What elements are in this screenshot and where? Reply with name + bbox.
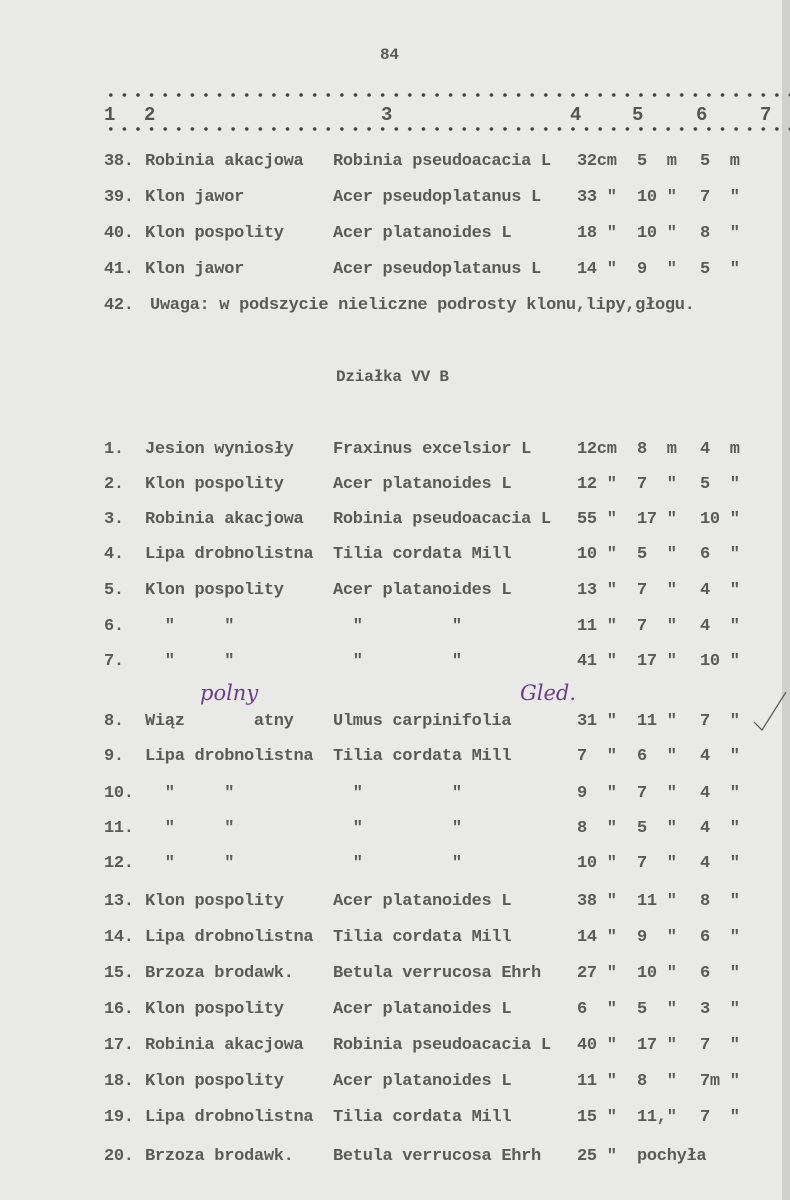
polish-name: Lipa drobnolistna xyxy=(145,1108,314,1127)
latin-name: Acer platanoides L xyxy=(333,1000,512,1019)
row-number: 39. xyxy=(104,188,134,207)
table-row xyxy=(0,1072,790,1096)
polish-name: Klon pospolity xyxy=(145,475,284,494)
diameter: 10 " xyxy=(577,854,617,873)
diameter: 13 " xyxy=(577,581,617,600)
row-number: 6. xyxy=(104,617,124,636)
row-number: 3. xyxy=(104,510,124,529)
crown-height: 8 " xyxy=(700,892,740,911)
height: 7 " xyxy=(637,854,677,873)
diameter: 32cm xyxy=(577,152,617,171)
height: 8 " xyxy=(637,1072,677,1091)
diameter: 7 " xyxy=(577,747,617,766)
latin-name: Tilia cordata Mill xyxy=(333,928,512,947)
latin-name: Tilia cordata Mill xyxy=(333,545,512,564)
polish-name: Klon pospolity xyxy=(145,1000,284,1019)
row-number: 13. xyxy=(104,892,134,911)
crown-height: 7 " xyxy=(700,1108,740,1127)
diameter: 8 " xyxy=(577,819,617,838)
column-number: 7 xyxy=(760,104,772,126)
diameter: 14 " xyxy=(577,928,617,947)
table-row xyxy=(0,152,790,176)
polish-name: Klon pospolity xyxy=(145,581,284,600)
height: 7 " xyxy=(637,475,677,494)
latin-name: Acer pseudoplatanus L xyxy=(333,260,541,279)
diameter: 18 " xyxy=(577,224,617,243)
latin-name: " " xyxy=(333,652,462,671)
diameter: 25 " xyxy=(577,1147,617,1166)
latin-name: " " xyxy=(333,819,462,838)
table-row xyxy=(0,224,790,248)
crown-height: 4 " xyxy=(700,581,740,600)
page-number: 84 xyxy=(380,46,399,64)
table-row xyxy=(0,712,790,736)
height: 11 " xyxy=(637,892,677,911)
polish-name: Lipa drobnolistna xyxy=(145,928,314,947)
latin-name: Tilia cordata Mill xyxy=(333,1108,512,1127)
height: 6 " xyxy=(637,747,677,766)
row-number: 5. xyxy=(104,581,124,600)
diameter: 11 " xyxy=(577,1072,617,1091)
diameter: 38 " xyxy=(577,892,617,911)
crown-height: 4 " xyxy=(700,784,740,803)
column-number: 5 xyxy=(632,104,644,126)
row-number: 40. xyxy=(104,224,134,243)
crown-height: 7 " xyxy=(700,1036,740,1055)
crown-height: 4 " xyxy=(700,854,740,873)
polish-name: " " xyxy=(145,854,235,873)
latin-name: Acer platanoides L xyxy=(333,1072,512,1091)
crown-height: 4 m xyxy=(700,440,740,459)
latin-name: Robinia pseudoacacia L xyxy=(333,152,551,171)
latin-name: Tilia cordata Mill xyxy=(333,747,512,766)
table-row xyxy=(0,475,790,499)
handwritten-correction-name: polny xyxy=(200,681,259,705)
diameter: 15 " xyxy=(577,1108,617,1127)
column-number: 4 xyxy=(570,104,582,126)
column-number: 1 xyxy=(104,104,116,126)
crown-height: 4 " xyxy=(700,747,740,766)
table-row xyxy=(0,652,790,676)
crown-height: 10 " xyxy=(700,510,740,529)
row-number: 19. xyxy=(104,1108,134,1127)
polish-name: Robinia akacjowa xyxy=(145,152,304,171)
crown-height: 7 " xyxy=(700,712,740,731)
table-row xyxy=(0,1036,790,1060)
height: 8 m xyxy=(637,440,677,459)
dotted-rule-top xyxy=(104,92,790,98)
height: 17 " xyxy=(637,510,677,529)
height: pochyła xyxy=(637,1147,707,1166)
handwritten-annotation-latin: Gled. xyxy=(520,681,577,705)
column-number: 6 xyxy=(696,104,708,126)
polish-name: Jesion wyniosły xyxy=(145,440,294,459)
crown-height: 5 " xyxy=(700,260,740,279)
latin-name: " " xyxy=(333,854,462,873)
height: 5 " xyxy=(637,819,677,838)
height: 5 " xyxy=(637,1000,677,1019)
row-number: 41. xyxy=(104,260,134,279)
latin-name: " " xyxy=(333,784,462,803)
latin-name: Acer platanoides L xyxy=(333,475,512,494)
height: 7 " xyxy=(637,581,677,600)
polish-name: " " xyxy=(145,617,235,636)
row-number: 42. xyxy=(104,296,134,315)
diameter: 6 " xyxy=(577,1000,617,1019)
latin-name: Acer platanoides L xyxy=(333,581,512,600)
row-number: 38. xyxy=(104,152,134,171)
polish-name: Klon pospolity xyxy=(145,224,284,243)
section-title: Działka VV B xyxy=(336,368,449,386)
latin-name: Robinia pseudoacacia L xyxy=(333,1036,551,1055)
row-number: 17. xyxy=(104,1036,134,1055)
diameter: 9 " xyxy=(577,784,617,803)
height: 11 " xyxy=(637,712,677,731)
polish-name: Robinia akacjowa xyxy=(145,510,304,529)
polish-name: Klon pospolity xyxy=(145,892,284,911)
row-number: 14. xyxy=(104,928,134,947)
polish-name: Klon pospolity xyxy=(145,1072,284,1091)
table-row xyxy=(0,819,790,843)
diameter: 12 " xyxy=(577,475,617,494)
row-number: 8. xyxy=(104,712,124,731)
row-number: 10. xyxy=(104,784,134,803)
note-text: Uwaga: w podszycie nieliczne podrosty klonu,lipy,głogu. xyxy=(150,296,695,315)
height: 9 " xyxy=(637,928,677,947)
latin-name: Robinia pseudoacacia L xyxy=(333,510,551,529)
crown-height: 6 " xyxy=(700,964,740,983)
height: 10 " xyxy=(637,188,677,207)
crown-height: 7m " xyxy=(700,1072,740,1091)
table-row xyxy=(0,188,790,212)
diameter: 27 " xyxy=(577,964,617,983)
polish-name: Klon jawor xyxy=(145,260,245,279)
table-row xyxy=(0,1108,790,1132)
crown-height: 8 " xyxy=(700,224,740,243)
crown-height: 10 " xyxy=(700,652,740,671)
crown-height: 6 " xyxy=(700,545,740,564)
table-row xyxy=(0,854,790,878)
height: 5 m xyxy=(637,152,677,171)
crown-height: 4 " xyxy=(700,819,740,838)
table-row xyxy=(0,260,790,284)
polish-name: Robinia akacjowa xyxy=(145,1036,304,1055)
latin-name: Acer platanoides L xyxy=(333,892,512,911)
table-row xyxy=(0,617,790,641)
height: 10 " xyxy=(637,964,677,983)
polish-name: Lipa drobnolistna xyxy=(145,545,314,564)
polish-name: Brzoza brodawk. xyxy=(145,964,294,983)
latin-name: Acer pseudoplatanus L xyxy=(333,188,541,207)
row-number: 18. xyxy=(104,1072,134,1091)
diameter: 10 " xyxy=(577,545,617,564)
height: 7 " xyxy=(637,784,677,803)
column-number: 2 xyxy=(144,104,156,126)
row-number: 20. xyxy=(104,1147,134,1166)
diameter: 11 " xyxy=(577,617,617,636)
row-number: 11. xyxy=(104,819,134,838)
crown-height: 4 " xyxy=(700,617,740,636)
polish-name: Klon jawor xyxy=(145,188,245,207)
height: 10 " xyxy=(637,224,677,243)
table-row xyxy=(0,545,790,569)
polish-name: Brzoza brodawk. xyxy=(145,1147,294,1166)
height: 17 " xyxy=(637,652,677,671)
note-row xyxy=(0,296,790,320)
table-row xyxy=(0,1147,790,1171)
diameter: 14 " xyxy=(577,260,617,279)
height: 11," xyxy=(637,1108,677,1127)
crown-height: 3 " xyxy=(700,1000,740,1019)
diameter: 55 " xyxy=(577,510,617,529)
dotted-rule-bottom xyxy=(104,126,790,132)
row-number: 16. xyxy=(104,1000,134,1019)
polish-name: " " xyxy=(145,784,235,803)
diameter: 12cm xyxy=(577,440,617,459)
diameter: 41 " xyxy=(577,652,617,671)
diameter: 33 " xyxy=(577,188,617,207)
polish-name: Lipa drobnolistna xyxy=(145,747,314,766)
row-number: 12. xyxy=(104,854,134,873)
checkmark-icon xyxy=(752,690,788,734)
table-row xyxy=(0,1000,790,1024)
table-row xyxy=(0,928,790,952)
latin-name: Fraxinus excelsior L xyxy=(333,440,532,459)
row-number: 9. xyxy=(104,747,124,766)
height: 9 " xyxy=(637,260,677,279)
row-number: 2. xyxy=(104,475,124,494)
table-row xyxy=(0,581,790,605)
polish-name: " " xyxy=(145,652,235,671)
height: 17 " xyxy=(637,1036,677,1055)
crown-height: 5 " xyxy=(700,475,740,494)
polish-name: Wiąz atny xyxy=(145,712,294,731)
polish-name: " " xyxy=(145,819,235,838)
row-number: 15. xyxy=(104,964,134,983)
row-number: 7. xyxy=(104,652,124,671)
table-row xyxy=(0,964,790,988)
table-row xyxy=(0,784,790,808)
diameter: 31 " xyxy=(577,712,617,731)
height: 7 " xyxy=(637,617,677,636)
height: 5 " xyxy=(637,545,677,564)
latin-name: " " xyxy=(333,617,462,636)
latin-name: Acer platanoides L xyxy=(333,224,512,243)
table-row xyxy=(0,510,790,534)
row-number: 4. xyxy=(104,545,124,564)
crown-height: 6 " xyxy=(700,928,740,947)
column-number: 3 xyxy=(381,104,393,126)
latin-name: Betula verrucosa Ehrh xyxy=(333,964,541,983)
table-row xyxy=(0,892,790,916)
crown-height: 7 " xyxy=(700,188,740,207)
crown-height: 5 m xyxy=(700,152,740,171)
table-row xyxy=(0,440,790,464)
latin-name: Betula verrucosa Ehrh xyxy=(333,1147,541,1166)
row-number: 1. xyxy=(104,440,124,459)
table-row xyxy=(0,747,790,771)
diameter: 40 " xyxy=(577,1036,617,1055)
latin-name: Ulmus carpinifolia xyxy=(333,712,512,731)
